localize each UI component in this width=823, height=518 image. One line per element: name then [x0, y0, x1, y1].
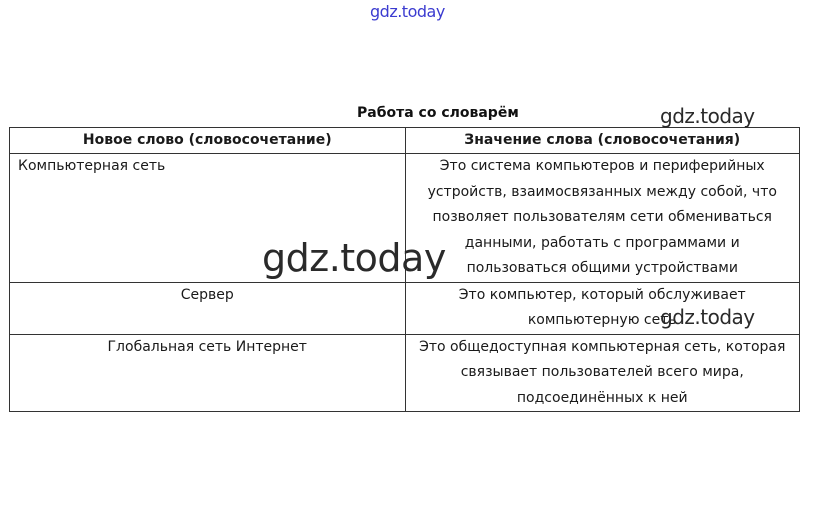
column-header-term: Новое слово (словосочетание) [10, 128, 406, 154]
definition-cell: Это система компьютеров и периферийных устройств, взаимосвязанных между собой, что позволяет пользователям сети обмениваться данными, работать с программами и пользоваться общими устройствами [405, 154, 800, 283]
table-header-row [10, 128, 800, 154]
definition-cell: Это общедоступная компьютерная сеть, которая связывает пользователей всего мира, подсоединённых к ней [405, 334, 800, 412]
watermark-right-top: gdz.today [660, 104, 755, 128]
watermark-top: gdz.today [370, 2, 445, 21]
term-cell: Компьютерная сеть [10, 154, 406, 283]
term-cell: Сервер [10, 282, 406, 334]
page-title: Работа со словарём [357, 105, 519, 121]
term-cell: Глобальная сеть Интернет [10, 334, 406, 412]
table-row [10, 334, 800, 412]
vocabulary-table [9, 127, 800, 412]
table-row [10, 154, 800, 283]
watermark-middle: gdz.today [262, 236, 446, 280]
definition-cell: Это компьютер, который обслуживает компьютерную сеть [405, 282, 800, 334]
watermark-right-bottom: gdz.today [660, 305, 755, 329]
column-header-definition: Значение слова (словосочетания) [405, 128, 800, 154]
table-row [10, 282, 800, 334]
